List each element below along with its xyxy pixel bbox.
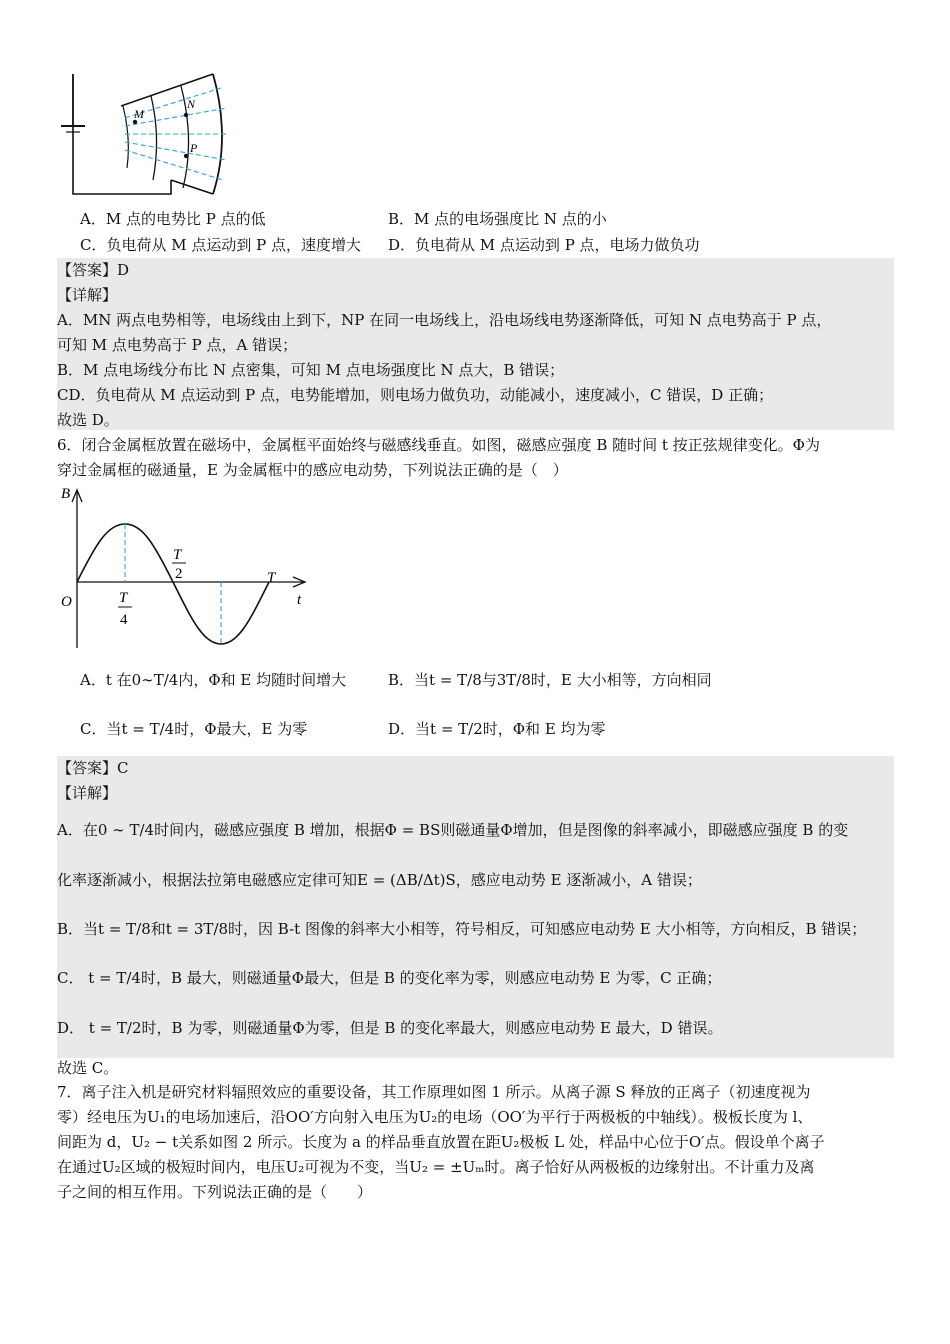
q5-detail-line: 可知 M 点电势高于 P 点，A 错误； bbox=[57, 336, 298, 354]
q6-answer-block bbox=[57, 756, 894, 1058]
q6-option-c: C．当t = T/4时，Φ最大，E 为零 bbox=[80, 720, 308, 738]
q6-detail-d: D． t = T/2时，B 为零，则磁通量Φ为零，但是 B 的变化率最大，则感应电动势 E 最大，D 错误。 bbox=[57, 1019, 723, 1037]
q7-stem: 子之间的相互作用。下列说法正确的是（ ） bbox=[57, 1183, 373, 1201]
q5-detail-line: CD．负电荷从 M 点运动到 P 点，电势能增加，则电场力做负功，动能减小，速度减小，C 错误，D 正确； bbox=[57, 386, 774, 404]
q7-stem: 间距为 d，U₂ − t关系如图 2 所示。长度为 a 的样品垂直放置在距U₂极板 L 处，样品中心位于O′点。假设单个离子 bbox=[57, 1133, 825, 1151]
q6-answer: 【答案】C bbox=[57, 759, 129, 777]
q6-conclusion: 故选 C。 bbox=[57, 1059, 119, 1077]
label-m: M bbox=[134, 107, 144, 121]
q5-detail-line: 故选 D。 bbox=[57, 411, 119, 429]
q5-option-a: A．M 点的电势比 P 点的低 bbox=[80, 210, 266, 228]
field-diagram bbox=[55, 68, 245, 200]
q5-detail-title: 【详解】 bbox=[57, 286, 118, 304]
q5-detail-line: B．M 点电场线分布比 N 点密集，可知 M 点电场强度比 N 点大，B 错误； bbox=[57, 361, 565, 379]
q6-stem: 穿过金属框的磁通量，E 为金属框中的感应电动势，下列说法正确的是（ ） bbox=[57, 461, 568, 479]
q5-detail-line: A．MN 两点电势相等，电场线由上到下，NP 在同一电场线上，沿电场线电势逐渐降低，可知 N 点电势高于 P 点， bbox=[57, 311, 832, 329]
q5-option-d: D．负电荷从 M 点运动到 P 点，电场力做负功 bbox=[388, 236, 700, 254]
q6-detail-b: B．当t = T/8和t = 3T/8时，因 B-t 图像的斜率大小相等，符号相反，可知感应电动势 E 大小相等，方向相反，B 错误； bbox=[57, 920, 867, 938]
q6-detail-title: 【详解】 bbox=[57, 784, 118, 802]
q6-option-d: D．当t = T/2时，Φ和 E 均为零 bbox=[388, 720, 606, 738]
period-label: T bbox=[267, 570, 276, 586]
q6-detail-c: C． t = T/4时，B 最大，则磁通量Φ最大，但是 B 的变化率为零，则感应电动势 E 为零，C 正确； bbox=[57, 969, 722, 987]
q5-option-c: C．负电荷从 M 点运动到 P 点，速度增大 bbox=[80, 236, 362, 254]
y-axis-label: B bbox=[61, 486, 71, 502]
label-p: P bbox=[190, 141, 198, 155]
q6-detail-a2: 化率逐渐减小，根据法拉第电磁感应定律可知E = (ΔB/Δt)S，感应电动势 E 逐渐减小，A 错误； bbox=[57, 871, 702, 889]
label-n: N bbox=[187, 97, 196, 111]
b-t-graph bbox=[55, 482, 315, 654]
x-axis-label: t bbox=[297, 592, 302, 608]
q6-detail-a1: A．在0 ∼ T/4时间内，磁感应强度 B 增加，根据Φ = BS则磁通量Φ增加，但是图像的斜率减小，即磁感应强度 B 的变 bbox=[57, 821, 849, 839]
q6-option-a: A．t 在0∼T/4内，Φ和 E 均随时间增大 bbox=[80, 671, 347, 689]
q6-option-b: B．当t = T/8与3T/8时，E 大小相等，方向相同 bbox=[388, 671, 712, 689]
quarter-period-num: T bbox=[119, 590, 128, 606]
q5-answer: 【答案】D bbox=[57, 261, 130, 279]
quarter-period-den: 4 bbox=[120, 612, 128, 628]
half-period-den: 2 bbox=[175, 566, 183, 582]
q7-stem: 7．离子注入机是研究材料辐照效应的重要设备，其工作原理如图 1 所示。从离子源 S 释放的正离子（初速度视为 bbox=[57, 1083, 811, 1101]
origin-label: O bbox=[61, 594, 72, 610]
half-period-num: T bbox=[173, 547, 182, 563]
q6-stem: 6．闭合金属框放置在磁场中，金属框平面始终与磁感线垂直。如图，磁感应强度 B 随时间 t 按正弦规律变化。Φ为 bbox=[57, 436, 820, 454]
q7-stem: 在通过U₂区域的极短时间内，电压U₂可视为不变，当U₂ = ±Uₘ时。离子恰好从两极板的边缘射出。不计重力及离 bbox=[57, 1158, 815, 1176]
q5-option-b: B．M 点的电场强度比 N 点的小 bbox=[388, 210, 607, 228]
q7-stem: 零）经电压为U₁的电场加速后，沿OO′方向射入电压为U₂的电场（OO′为平行于两极板的中轴线）。极板长度为 l、 bbox=[57, 1108, 813, 1126]
